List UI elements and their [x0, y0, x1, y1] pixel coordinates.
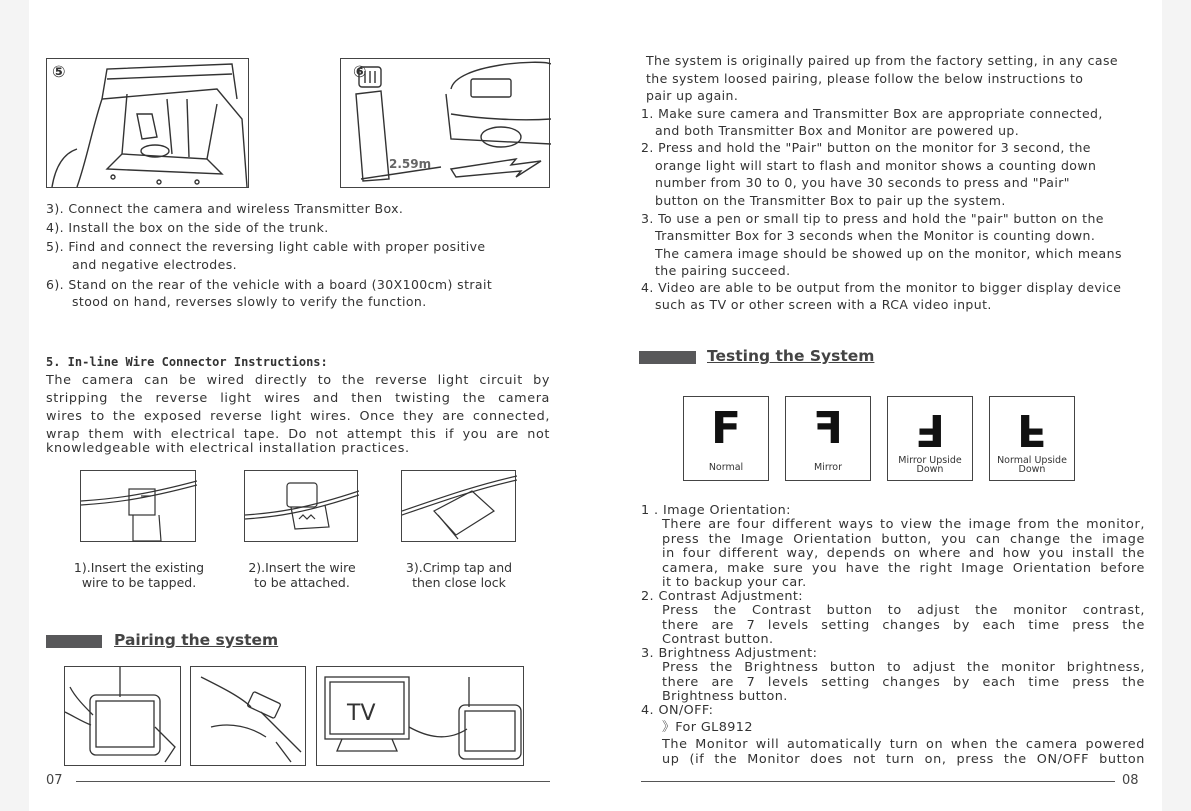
pairing-figure-tv: [316, 666, 524, 766]
pair-step-4: 4. Video are able to be output from the monitor to bigger display device: [641, 280, 1122, 295]
step-5-text-cont: and negative electrodes.: [72, 257, 237, 272]
pair-step-3: 3. To use a pen or small tip to press and hold the "pair" button on the: [641, 211, 1104, 226]
pair-step-2: 2. Press and hold the "Pair" button on the monitor for 3 second, the: [641, 140, 1091, 155]
testing-heading: Testing the System: [707, 347, 875, 365]
item-text: Press the Contrast button to adjust the monitor contrast,: [662, 603, 1145, 618]
pairing-heading-bar: [46, 635, 102, 648]
item-text: Contrast button.: [662, 632, 774, 647]
footer-rule-right: [641, 781, 1115, 782]
pair-step-1-cont: and both Transmitter Box and Monitor are powered up.: [655, 123, 1020, 138]
step-4-text: 4). Install the box on the side of the trunk.: [46, 220, 329, 235]
orientation-caption: Normal: [708, 462, 744, 473]
connector-caption-1: 1).Insert the existing wire to be tapped.: [73, 560, 205, 590]
orientation-letter: F: [710, 403, 742, 454]
pair-step-4-cont: such as TV or other screen with a RCA video input.: [655, 297, 992, 312]
step-6-text-cont: stood on hand, reverses slowly to verify the function.: [72, 294, 427, 309]
orientation-letter: F: [812, 403, 844, 454]
connector-caption-3: 3).Crimp tap and then close lock: [405, 560, 513, 590]
item-onoff: 4. ON/OFF:: [641, 703, 714, 718]
pair-step-2-cont: number from 30 to 0, you have 30 seconds to press and "Pair": [655, 175, 1070, 190]
pairing-figure-monitor: [64, 666, 181, 766]
item-model: 》For GL8912: [662, 720, 753, 735]
pair-step-3-cont: the pairing succeed.: [655, 263, 791, 278]
page-number-right: 08: [1122, 773, 1139, 788]
testing-heading-bar: [639, 351, 696, 364]
pair-step-3-cont: Transmitter Box for 3 seconds when the Monitor is counting down.: [655, 228, 1096, 243]
connector-caption-2: 2).Insert the wire to be attached.: [248, 560, 356, 590]
orientation-letter: F: [1016, 404, 1048, 455]
item-text: There are four different ways to view the image from the monitor,: [662, 517, 1145, 532]
intro-line: pair up again.: [646, 88, 739, 103]
pairing-figure-transmitter: [190, 666, 306, 766]
step-5-number: ⑤: [52, 62, 66, 81]
orientation-letter: F: [914, 404, 946, 455]
tv-label: TV: [347, 701, 376, 726]
rear-vehicle-figure: [340, 58, 550, 188]
connector-figure-2: [244, 470, 358, 542]
step-3-text: 3). Connect the camera and wireless Transmitter Box.: [46, 201, 404, 216]
item-text: camera, make sure you have the right Image Orientation before: [662, 561, 1145, 576]
orientation-caption: Down: [916, 464, 944, 475]
orientation-normal-upside-down: [989, 396, 1075, 481]
item-contrast: 2. Contrast Adjustment:: [641, 589, 804, 604]
item-text: there are 7 levels setting changes by each time press the: [662, 618, 1145, 633]
item-text: Brightness button.: [662, 689, 788, 704]
orientation-caption: Normal Upside: [997, 455, 1067, 466]
pairing-heading: Pairing the system: [114, 631, 279, 649]
pair-step-2-cont: orange light will start to flash and monitor shows a counting down: [655, 158, 1097, 173]
connector-figure-3: [401, 470, 516, 542]
orientation-normal: [683, 396, 769, 481]
step-5-text: 5). Find and connect the reversing light cable with proper positive: [46, 239, 486, 254]
left-edge-strip: [0, 0, 29, 811]
right-edge-strip: [1162, 0, 1191, 811]
step-6-number: ⑥: [353, 62, 367, 81]
inline-heading: 5. In-line Wire Connector Instructions:: [46, 355, 328, 369]
intro-line: The system is originally paired up from the factory setting, in any case: [646, 53, 1118, 68]
inline-paragraph-line: stripping the reverse light wires and then twisting the camera: [46, 391, 550, 406]
pair-step-1: 1. Make sure camera and Transmitter Box are appropriate connected,: [641, 106, 1103, 121]
orientation-mirror-upside-down: [887, 396, 973, 481]
orientation-caption: Down: [1018, 464, 1046, 475]
inline-paragraph-line: knowledgeable with electrical installation practices.: [46, 441, 410, 456]
footer-rule-left: [76, 781, 550, 782]
item-image-orientation: 1 . Image Orientation:: [641, 503, 791, 518]
item-text: Press the Brightness button to adjust the monitor brightness,: [662, 660, 1145, 675]
intro-line: the system loosed pairing, please follow the below instructions to: [646, 71, 1084, 86]
orientation-caption: Mirror: [814, 462, 842, 473]
pair-step-3-cont: The camera image should be showed up on the monitor, which means: [655, 246, 1122, 261]
item-text: The Monitor will automatically turn on when the camera powered: [662, 737, 1145, 752]
inline-paragraph-line: The camera can be wired directly to the reverse light circuit by: [46, 373, 550, 388]
connector-figure-1: [80, 470, 196, 542]
trunk-figure: [46, 58, 249, 188]
inline-paragraph-line: wires to the exposed reverse light wires. Once they are connected,: [46, 409, 550, 424]
orientation-mirror: [785, 396, 871, 481]
inline-paragraph-line: wrap them with electrical tape. Do not attempt this if you are not: [46, 427, 550, 442]
pair-step-2-cont: button on the Transmitter Box to pair up the system.: [655, 193, 1006, 208]
item-text: press the Image Orientation button, you can change the image: [662, 532, 1145, 547]
distance-label: 2.59m: [389, 157, 432, 171]
item-text: there are 7 levels setting changes by each time press the: [662, 675, 1145, 690]
item-text: it to backup your car.: [662, 575, 807, 590]
step-6-text: 6). Stand on the rear of the vehicle with a board (30X100cm) strait: [46, 277, 493, 292]
page-number-left: 07: [46, 773, 63, 788]
item-text: in four different way, depends on where and how you install the: [662, 546, 1145, 561]
item-brightness: 3. Brightness Adjustment:: [641, 646, 818, 661]
orientation-caption: Mirror Upside: [898, 455, 962, 466]
item-text: up (if the Monitor does not turn on, press the ON/OFF button: [662, 752, 1145, 767]
